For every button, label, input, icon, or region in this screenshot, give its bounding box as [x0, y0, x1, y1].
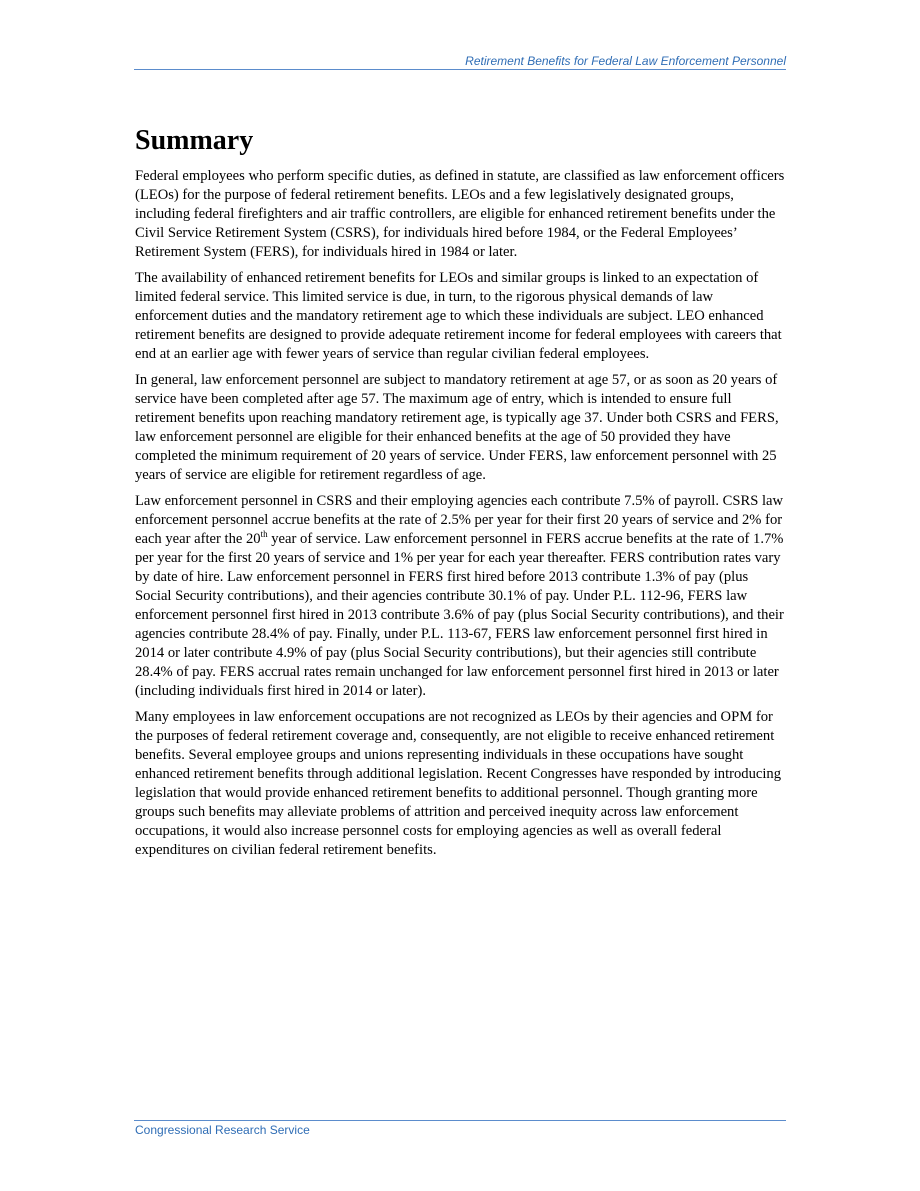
paragraph-contributions: [135, 492, 787, 701]
paragraph-intro: Federal employees who perform specific duties, as defined in statute, are classified as law enforcement officers (LEOs) for the purpose of federal retirement benefits. LEOs and a few legislatively designated groups, including federal firefighters and air traffic controllers, are eligible for enhanced retirement benefits under the Civil Service Retirement System (CSRS), for individuals hired before 1984, or the Federal Employees’ Retirement System (FERS), for individuals hired in 1984 or later.: [135, 168, 785, 260]
ordinal-superscript: th: [260, 529, 268, 540]
section-title: Summary: [135, 125, 254, 156]
contributions-text-start: Law enforcement personnel in CSRS and their employing agencies each contribute 7.5% of payroll. CSRS law enforcement personnel accrue benefits at the rate of 2.5% per year for their first 20 years of service and 2% for each year after the 20: [135, 493, 784, 547]
header-rule: [134, 69, 786, 70]
paragraph-mandatory-retirement: In general, law enforcement personnel are subject to mandatory retirement at age 57, or as soon as 20 years of service have been completed after age 57. The maximum age of entry, which is intended to ensure full retirement benefits upon reaching mandatory retirement age, is typically age 37. Under both CSRS and FERS, law enforcement personnel are eligible for their enhanced benefits at the age of 50 provided they have completed the minimum requirement of 20 years of service. Under FERS, law enforcement personnel with 25 years of service are eligible for retirement regardless of age.: [135, 372, 779, 483]
running-header: Retirement Benefits for Federal Law Enforcement Personnel: [465, 54, 786, 68]
footer-organization: Congressional Research Service: [135, 1123, 310, 1137]
footer-rule: [134, 1120, 786, 1121]
paragraph-availability: The availability of enhanced retirement benefits for LEOs and similar groups is linked to an expectation of limited federal service. This limited service is due, in turn, to the rigorous physical demands of law enforcement duties and the mandatory retirement age to which these individuals are subject. LEO enhanced retirement benefits are designed to provide adequate retirement income for federal employees with careers that end at an earlier age with fewer years of service than regular civilian federal employees.: [135, 270, 782, 362]
main-content: [135, 124, 787, 867]
paragraph-recognition: Many employees in law enforcement occupations are not recognized as LEOs by their agencies and OPM for the purposes of federal retirement coverage and, consequently, are not eligible to receive enhanced retirement benefits. Several employee groups and unions representing individuals in these occupations have sought enhanced retirement benefits through additional legislation. Recent Congresses have responded by introducing legislation that would provide enhanced retirement benefits to additional personnel. Though granting more groups such benefits may alleviate problems of attrition and perceived inequity across law enforcement occupations, it would also increase personnel costs for employing agencies as well as overall federal expenditures on civilian federal retirement benefits.: [135, 709, 781, 858]
contributions-text-end: year of service. Law enforcement personnel in FERS accrue benefits at the rate of 1.7% per year for the first 20 years of service and 1% per year for each year thereafter. FERS contribution rates vary by date of hire. Law enforcement personnel in FERS first hired before 2013 contribute 1.3% of pay (plus Social Security contributions), and their agencies contribute 30.1% of pay. Under P.L. 112-96, FERS law enforcement personnel first hired in 2013 contribute 3.6% of pay (plus Social Security contributions), and their agencies contribute 28.4% of pay. Finally, under P.L. 113-67, FERS law enforcement personnel first hired in 2014 or later contribute 4.9% of pay (plus Social Security contributions), but their agencies still contribute 28.4% of pay. FERS accrual rates remain unchanged for law enforcement personnel first hired in 2013 or later (including individuals first hired in 2014 or later).: [135, 531, 784, 699]
